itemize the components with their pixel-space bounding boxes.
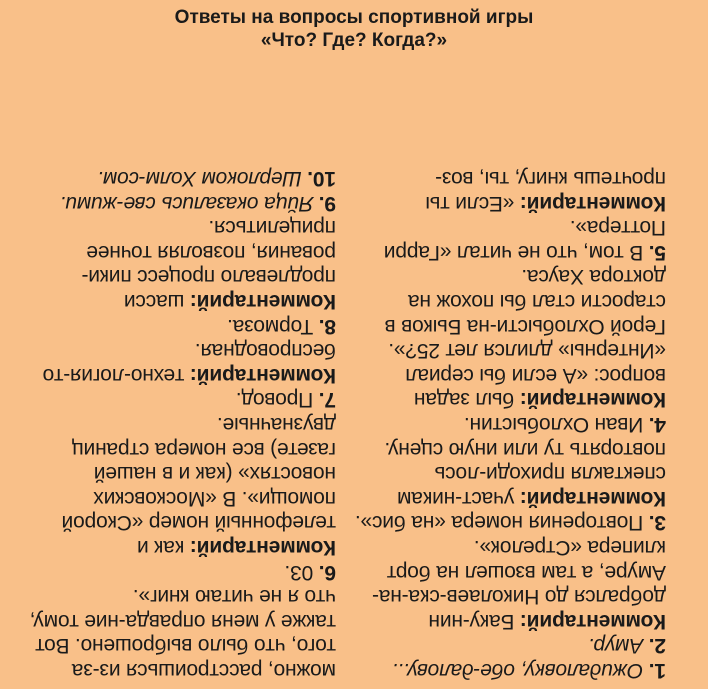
answers-block-upside-down bbox=[0, 87, 708, 682]
answer-comment: Комментарий: был задан вопрос: «А если бы сериал «Интерны» длился лет 25?». Герой Охлобысти-на Быков в старости стал бы похож на доктора Хауса. bbox=[384, 265, 666, 412]
answer-item: 5. В том, что не читал «Гарри Поттера». bbox=[384, 216, 666, 264]
answer-comment: Комментарий: шасси продлевало процесс пики-рования, позволяя точнее прицелиться. bbox=[81, 216, 336, 314]
title-line-1: Ответы на вопросы спортивной игры bbox=[174, 7, 534, 28]
answer-item: 6. 03. bbox=[284, 560, 336, 584]
page-title bbox=[0, 6, 708, 52]
title-line-2: «Что? Где? Когда?» bbox=[260, 30, 448, 51]
answer-comment: Комментарий: участ-никам спектакля приходи-лось повторять ту или иную сцену. bbox=[384, 437, 666, 510]
answers-column-2 bbox=[24, 166, 336, 682]
answer-item: 9. Яйца оказались све-жими. bbox=[59, 191, 336, 215]
answers-column-1 bbox=[354, 166, 666, 682]
answer-comment: Комментарий: «Если ты прочтешь книгу, ты, воз- bbox=[425, 167, 666, 215]
answer-continuation: можно, расстроишься из-за того, что было выброшено. Вот также у меня оправда-ние тому, что я не читаю книг». bbox=[29, 585, 336, 682]
answer-item: 8. Тормоза. bbox=[227, 314, 336, 338]
answer-comment: Комментарий: как и телефонный номер «Скорой помощи». В «Московских новостях» (как и в нашей газете) все номера страниц двузначные. bbox=[61, 413, 336, 560]
answer-item: 4. Иван Охлобыстин. bbox=[464, 413, 666, 437]
answer-comment: Комментарий: техно-логия-то беспроводная. bbox=[42, 339, 336, 387]
answer-item: 3. Повторения номера «на бис». bbox=[355, 511, 666, 535]
answer-item: 2. Амур. bbox=[588, 634, 666, 658]
answer-item: 10. Шерлоком Холм-сом. bbox=[97, 167, 336, 191]
answer-comment: Комментарий: Баку-нин добрался до Николаев-ска-на-Амуре, а там взошел на борт клипера «Стрелок». bbox=[372, 536, 666, 633]
answer-item: 7. Провод. bbox=[235, 388, 336, 412]
answer-item: 1. Ожидаловку, обе-далову... bbox=[391, 659, 666, 682]
